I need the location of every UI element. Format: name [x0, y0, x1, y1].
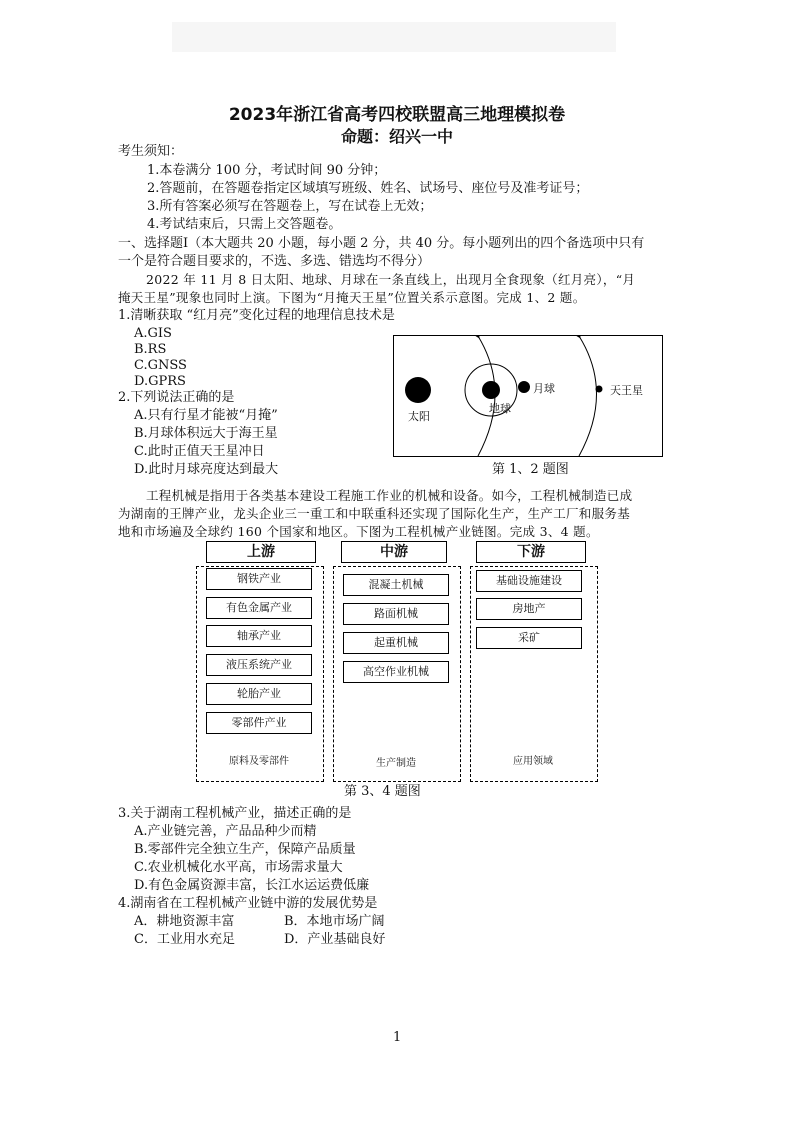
- upstream-item: 轮胎产业: [206, 683, 312, 705]
- question-stem: 1.清晰获取 “红月亮”变化过程的地理信息技术是: [118, 308, 395, 323]
- upstream-item: 钢铁产业: [206, 568, 312, 590]
- downstream-item: 房地产: [476, 598, 582, 620]
- upstream-item: 零部件产业: [206, 712, 312, 734]
- downstream-item: 采矿: [476, 627, 582, 649]
- option: D.此时月球亮度达到最大: [134, 462, 279, 477]
- notice-heading: 考生须知：: [118, 144, 184, 159]
- option: D.有色金属资源丰富，长江水运运费低廉: [134, 878, 370, 893]
- option: C．工业用水充足: [134, 932, 235, 947]
- question-stem: 4.湖南省在工程机械产业链中游的发展优势是: [118, 896, 378, 911]
- upstream-item: 轴承产业: [206, 625, 312, 647]
- option: B．本地市场广阔: [284, 914, 385, 929]
- moon-label: 月球: [533, 382, 555, 395]
- passage-line: 为湖南的王牌产业，龙头企业三一重工和中联重科还实现了国际化生产，生产工厂和服务基: [118, 506, 631, 521]
- option: B.月球体积远大于海王星: [134, 426, 278, 441]
- figure-caption: 第 1、2 题图: [492, 462, 569, 477]
- passage-line: 地和市场遍及全球约 160 个国家和地区。下图为工程机械产业链图。完成 3、4 题。: [118, 524, 599, 539]
- option: A.只有行星才能被“月掩”: [134, 408, 278, 423]
- midstream-item: 起重机械: [343, 632, 449, 654]
- upstream-item: 有色金属产业: [206, 597, 312, 619]
- page-subtitle: 命题：绍兴一中: [340, 127, 453, 146]
- earth-label: 地球: [489, 402, 511, 415]
- option: A．耕地资源丰富: [134, 914, 235, 929]
- option: D.GPRS: [134, 374, 186, 389]
- passage-line: 工程机械是指用于各类基本建设工程施工作业的机械和设备。如今，工程机械制造已成: [146, 488, 633, 503]
- option: B.零部件完全独立生产，保障产品质量: [134, 842, 356, 857]
- option: C.农业机械化水平高，市场需求量大: [134, 860, 343, 875]
- sun-icon: [405, 377, 431, 403]
- earth-icon: [482, 381, 500, 399]
- page-number: 1: [393, 1030, 402, 1045]
- option: B.RS: [134, 342, 167, 357]
- notice-item: 1.本卷满分 100 分，考试时间 90 分钟；: [147, 163, 387, 178]
- page-title: 2023年浙江省高考四校联盟高三地理模拟卷: [228, 105, 566, 125]
- section-heading: 一个是符合题目要求的，不选、多选、错选均不得分）: [118, 254, 431, 269]
- downstream-header: 下游: [476, 541, 586, 563]
- passage-line: 掩天王星”现象也同时上演。下图为“月掩天王星”位置关系示意图。完成 1、2 题。: [118, 290, 586, 305]
- section-heading: 一、选择题Ⅰ（本大题共 20 小题，每小题 2 分，共 40 分。每小题列出的四个备选项中只有: [118, 236, 645, 251]
- midstream-footer: 生产制造: [376, 758, 416, 769]
- midstream-item: 混凝土机械: [343, 574, 449, 596]
- passage-line: 2022 年 11 月 8 日太阳、地球、月球在一条直线上，出现月全食现象（红月亮），“月: [146, 272, 636, 287]
- option: C.GNSS: [134, 358, 187, 373]
- occultation-figure: [393, 335, 663, 457]
- header-bar: [172, 22, 616, 52]
- notice-item: 4.考试结束后，只需上交答题卷。: [147, 217, 342, 232]
- midstream-item: 路面机械: [343, 603, 449, 625]
- question-stem: 2.下列说法正确的是: [118, 390, 235, 405]
- option: D．产业基础良好: [284, 932, 386, 947]
- downstream-footer: 应用领域: [513, 756, 553, 767]
- uranus-label: 天王星: [610, 384, 643, 397]
- figure-caption: 第 3、4 题图: [344, 784, 421, 799]
- option: C.此时正值天王星冲日: [134, 444, 265, 459]
- upstream-footer: 原料及零部件: [229, 756, 289, 767]
- uranus-icon: [596, 386, 603, 393]
- notice-item: 2.答题前，在答题卷指定区域填写班级、姓名、试场号、座位号及准考证号；: [147, 181, 589, 196]
- question-stem: 3.关于湖南工程机械产业，描述正确的是: [118, 806, 352, 821]
- option: A.GIS: [134, 326, 172, 341]
- midstream-header: 中游: [341, 541, 447, 563]
- notice-item: 3.所有答案必须写在答题卷上，写在试卷上无效；: [147, 199, 433, 214]
- uranus-orbit-arc: [579, 336, 597, 456]
- option: A.产业链完善，产品品种少而精: [134, 824, 317, 839]
- downstream-item: 基础设施建设: [476, 570, 582, 592]
- upstream-item: 液压系统产业: [206, 654, 312, 676]
- moon-icon: [518, 381, 530, 393]
- midstream-item: 高空作业机械: [343, 661, 449, 683]
- upstream-header: 上游: [206, 541, 316, 563]
- sun-label: 太阳: [408, 410, 430, 423]
